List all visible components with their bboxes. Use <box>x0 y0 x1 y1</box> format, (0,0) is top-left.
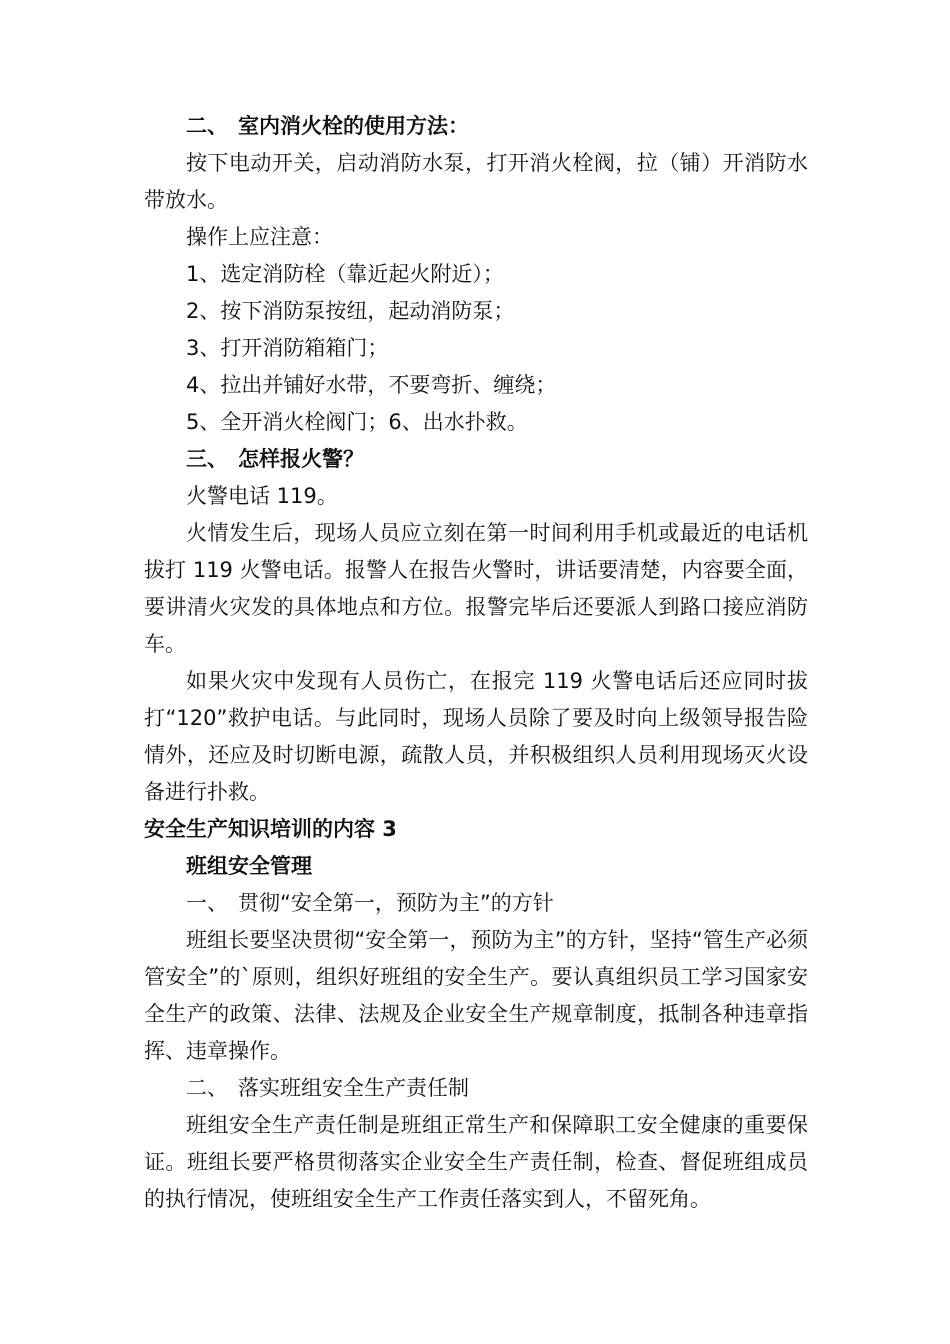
step-item: 2、按下消防泵按纽，起动消防泵； <box>186 299 515 323</box>
step-item: 5、全开消火栓阀门；6、出水扑救。 <box>186 410 528 434</box>
step-item: 1、选定消防栓（靠近起火附近）； <box>186 262 504 286</box>
item-2-title: 落实班组安全生产责任制 <box>238 1076 469 1100</box>
document-page <box>144 108 808 1218</box>
section-2-number: 二、 <box>186 114 228 138</box>
item-2-heading <box>144 1070 808 1107</box>
item-1-number: 一、 <box>186 891 228 915</box>
section-2-intro: 按下电动开关，启动消防水泵，打开消火栓阀，拉（铺）开消防水带放水。 <box>144 151 808 212</box>
section-2-heading <box>144 108 808 145</box>
section-2-title: 室内消火栓的使用方法： <box>238 114 469 138</box>
casualty-paragraph: 如果火灾中发现有人员伤亡，在报完 119 火警电话后还应同时拔打“120”救护电话。与此同时，现场人员除了要及时向上级领导报告险情外，还应及时切断电源，疏散人员，并积极组织人员利用现场灭火设备进行扑救。 <box>144 669 808 804</box>
operation-note-label: 操作上应注意： <box>186 225 333 249</box>
step-item: 3、打开消防箱箱门； <box>186 336 389 360</box>
part-3-subtitle: 班组安全管理 <box>186 854 312 878</box>
step-item: 4、拉出并铺好水带，不要弯折、缠绕； <box>186 373 557 397</box>
fire-report-paragraph: 火情发生后，现场人员应立刻在第一时间利用手机或最近的电话机拔打 119 火警电话。报警人在报告火警时，讲话要清楚，内容要全面，要讲清火灾发的具体地点和方位。报警完毕后还要派人到路口接应消防车。 <box>144 521 808 656</box>
fire-phone-line: 火警电话 119。 <box>186 484 338 508</box>
item-1-body: 班组长要坚决贯彻“安全第一，预防为主”的方针，坚持“管生产必须管安全”的`原则，组织好班组的安全生产。要认真组织员工学习国家安全生产的政策、法律、法规及企业安全生产规章制度，抵制各种违章指挥、违章操作。 <box>144 928 808 1063</box>
item-2-number: 二、 <box>186 1076 228 1100</box>
item-1-heading <box>144 885 808 922</box>
section-3-title: 怎样报火警？ <box>238 447 364 471</box>
item-2-body: 班组安全生产责任制是班组正常生产和保障职工安全健康的重要保证。班组长要严格贯彻落实企业安全生产责任制，检查、督促班组成员的执行情况，使班组安全生产工作责任落实到人，不留死角。 <box>144 1113 808 1211</box>
section-3-heading <box>144 441 808 478</box>
item-1-title: 贯彻“安全第一，预防为主”的方针 <box>238 891 554 915</box>
section-3-number: 三、 <box>186 447 228 471</box>
part-3-title: 安全生产知识培训的内容 3 <box>144 817 397 841</box>
